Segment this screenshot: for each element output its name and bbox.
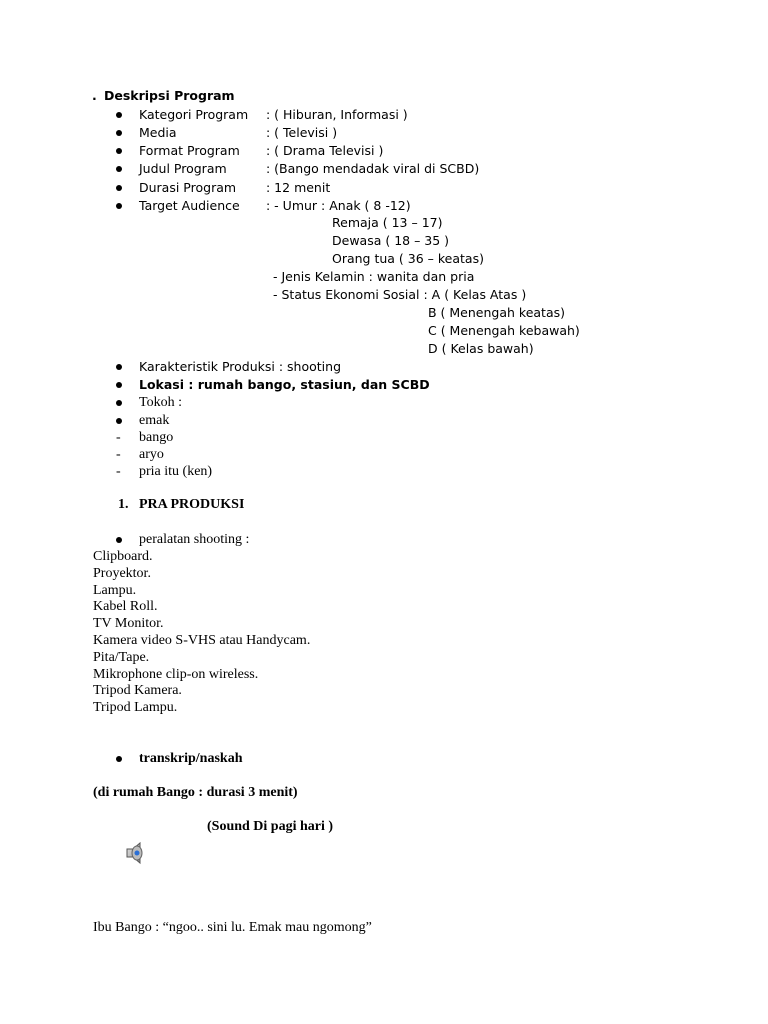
bullet-icon (116, 185, 122, 191)
production-characteristic: Karakteristik Produksi : shooting (139, 359, 342, 374)
character-item: bango (139, 430, 174, 445)
equipment-item: Mikrophone clip-on wireless. (93, 667, 259, 682)
field-label: Kategori Program (139, 107, 249, 122)
dash-marker: - (116, 464, 121, 479)
equipment-item: Lampu. (93, 583, 137, 598)
equipment-item: Proyektor. (93, 566, 151, 581)
field-label: Target Audience (139, 198, 240, 213)
dialog-line: Ibu Bango : “ngoo.. sini lu. Emak mau ngomong” (93, 920, 372, 935)
bullet-icon (116, 364, 122, 370)
bullet-icon (116, 130, 122, 136)
field-value: : (Bango mendadak viral di SCBD) (266, 161, 480, 176)
equipment-item: Kabel Roll. (93, 599, 158, 614)
economic-class: D ( Kelas bawah) (428, 341, 534, 356)
section-title: PRA PRODUKSI (139, 497, 245, 512)
dash-marker: - (116, 430, 121, 445)
field-label: Format Program (139, 143, 240, 158)
equipment-item: Kamera video S-VHS atau Handycam. (93, 633, 311, 648)
equipment-item: Pita/Tape. (93, 650, 150, 665)
equipment-item: TV Monitor. (93, 616, 164, 631)
economic-class: B ( Menengah keatas) (428, 305, 565, 320)
heading-prefix: . (92, 88, 97, 103)
field-label: Durasi Program (139, 180, 237, 195)
bullet-icon (116, 112, 122, 118)
field-value: : ( Televisi ) (266, 125, 338, 140)
economic-line: - Status Ekonomi Sosial : A ( Kelas Atas ) (273, 287, 527, 302)
scene-heading: (di rumah Bango : durasi 3 menit) (93, 785, 298, 800)
character-item: emak (139, 413, 170, 428)
section-number: 1. (118, 497, 129, 512)
bullet-icon (116, 382, 122, 388)
bullet-icon (116, 203, 122, 209)
field-label: Media (139, 125, 177, 140)
field-value: : - Umur : Anak ( 8 -12) (266, 198, 411, 213)
bullet-icon (116, 148, 122, 154)
age-group: Remaja ( 13 – 17) (332, 215, 443, 230)
age-group: Dewasa ( 18 – 35 ) (332, 233, 450, 248)
bullet-icon (116, 400, 122, 406)
field-label: Judul Program (139, 161, 227, 176)
dash-marker: - (116, 447, 121, 462)
age-group: Orang tua ( 36 – keatas) (332, 251, 484, 266)
script-heading: transkrip/naskah (139, 751, 243, 766)
sound-note: (Sound Di pagi hari ) (207, 819, 334, 834)
characters-heading: Tokoh : (139, 395, 182, 410)
equipment-item: Tripod Kamera. (93, 683, 182, 698)
speaker-icon[interactable] (125, 841, 151, 865)
field-value: : ( Drama Televisi ) (266, 143, 384, 158)
economic-class: C ( Menengah kebawah) (428, 323, 580, 338)
bullet-icon (116, 537, 122, 543)
bullet-icon (116, 756, 122, 762)
bullet-icon (116, 166, 122, 172)
gender-line: - Jenis Kelamin : wanita dan pria (273, 269, 475, 284)
field-value: : ( Hiburan, Informasi ) (266, 107, 408, 122)
field-value: : 12 menit (266, 180, 331, 195)
character-item: pria itu (ken) (139, 464, 213, 479)
equipment-heading: peralatan shooting : (139, 532, 250, 547)
equipment-item: Tripod Lampu. (93, 700, 178, 715)
character-item: aryo (139, 447, 164, 462)
equipment-item: Clipboard. (93, 549, 153, 564)
bullet-icon (116, 418, 122, 424)
heading-title: Deskripsi Program (104, 88, 235, 103)
location-line: Lokasi : rumah bango, stasiun, dan SCBD (139, 377, 430, 392)
